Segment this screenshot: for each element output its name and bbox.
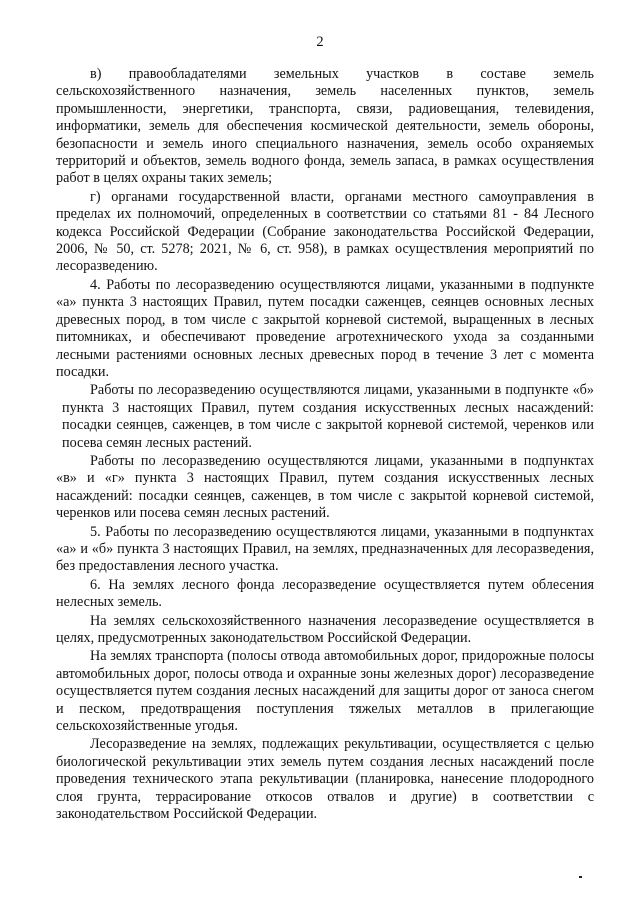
paragraph-agricultural-lands: На землях сельскохозяйственного назначения лесоразведение осуществляется в целях, предусмотренных законодательством Российской Федерации. xyxy=(56,612,594,646)
paragraph-item-5: 5. Работы по лесоразведению осуществляются лицами, указанными в подпунктах «а» и «б» пункта 3 настоящих Правил, на землях, предназначенных для лесоразведения, без предоставления лесного участка. xyxy=(56,523,594,575)
paragraph-item-4-works-b: Работы по лесоразведению осуществляются лицами, указанными в подпункте «б» пункта 3 настоящих Правил, путем создания искусственных лесных насаждений: посадки сеянцев, саженцев, в том числе с закрытой корневой системой, черенков или посева семян лесных растений. xyxy=(62,382,594,451)
paragraph-subclause-g: г) органами государственной власти, органами местного самоуправления в пределах их полномочий, определенных в соответствии со статьями 81 - 84 Лесного кодекса Российской Федерации (Собрание законодательства Российской Федерации, 2006, № 50, ст. 5278; 2021, № 6, ст. 958), в рамках осуществления мероприятий по лесоразведению. xyxy=(56,188,594,275)
paragraph-item-4-works-v-g: Работы по лесоразведению осуществляются лицами, указанными в подпунктах «в» и «г» пункта 3 настоящих Правил, путем создания искусственных лесных насаждений: посадки сеянцев, саженцев, в том числе с закрытой корневой системой, черенков или посева семян лесных растений. xyxy=(56,452,594,522)
paragraph-reclamation-lands: Лесоразведение на землях, подлежащих рекультивации, осуществляется с целью биологической рекультивации этих земель путем создания лесных насаждений после проведения технического этапа рекультивации (планировка, нанесение плодородного слоя грунта, террасирование откосов отвалов и другие) в соответствии с законодательством Российской Федерации. xyxy=(56,736,594,823)
paragraph-subclause-v: в) правообладателями земельных участков в составе земель сельскохозяйственного назначения, земель населенных пунктов, земель промышленности, энергетики, транспорта, связи, радиовещания, телевидения, информатики, земель для обеспечения космической деятельности, земель обороны, безопасности и земель иного специального назначения, земель особо охраняемых территорий и объектов, земель водного фонда, земель запаса, в рамках осуществления работ в целях охраны таких земель; xyxy=(56,66,594,187)
document-body xyxy=(56,66,594,823)
scan-artifact-mark xyxy=(579,876,582,878)
paragraph-item-6: 6. На землях лесного фонда лесоразведение осуществляется путем облесения нелесных земель. xyxy=(56,576,594,611)
page-number: 2 xyxy=(316,34,324,50)
paragraph-transport-lands: На землях транспорта (полосы отвода автомобильных дорог, придорожные полосы автомобильных дорог, полосы отвода и охранные зоны железных дорог) лесоразведение осуществляется путем создания лесных насаждений для защиты дорог от заноса снегом и песком, предотвращения поступления тяжелых металлов в прилегающие сельскохозяйственные угодья. xyxy=(56,648,594,735)
paragraph-item-4: 4. Работы по лесоразведению осуществляются лицами, указанными в подпункте «а» пункта 3 настоящих Правил, путем посадки саженцев, сеянцев основных лесных древесных пород, в том числе с закрытой корневой системой, выращенных в лесных питомниках, и обеспечивают проведение агротехнического ухода за созданными лесными растениями основных лесных древесных пород в течение 3 лет с момента посадки. xyxy=(56,276,594,380)
